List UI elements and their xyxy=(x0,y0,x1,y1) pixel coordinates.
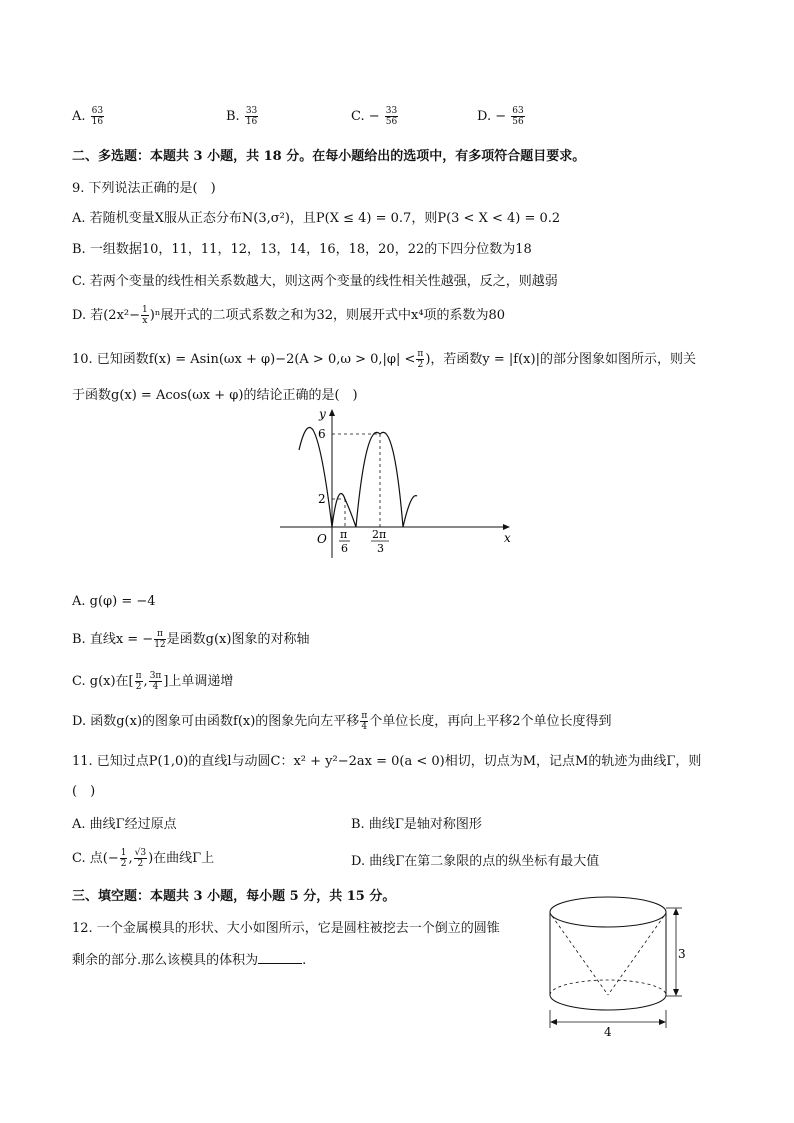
cylinder-bottom-back xyxy=(550,980,666,995)
q12-stem-line1: 12. 一个金属模具的形状、大小如图所示，它是圆柱被挖去一个倒立的圆锥 xyxy=(72,921,500,936)
x-tick-3: 3 xyxy=(377,542,384,555)
q9-stem: 9. 下列说法正确的是( ) xyxy=(72,181,216,196)
text: 个单位长度，再向上平移2个单位长度得到 xyxy=(369,714,612,729)
y-tick-2: 2 xyxy=(318,492,326,506)
fraction-numerator: √3 xyxy=(134,848,147,858)
q10-option-d[interactable] xyxy=(72,710,612,732)
q12-cylinder-figure xyxy=(540,888,690,1038)
fraction xyxy=(154,629,165,650)
text: B. 直线x = − xyxy=(72,632,154,647)
width-arrow-right xyxy=(659,1019,666,1025)
fraction-denominator: 2 xyxy=(137,859,144,869)
q9-option-a[interactable]: A. 若随机变量X服从正态分布N(3,σ²)，且P(X ≤ 4) = 0.7，则P(3 < X < 4) = 0.2 xyxy=(72,211,561,226)
q10-option-b[interactable] xyxy=(72,628,309,650)
text: 剩余的部分.那么该模具的体积为 xyxy=(72,953,259,968)
option-label: D. − xyxy=(477,109,507,124)
text: )ⁿ展开式的二项式系数之和为32，则展开式中x⁴项的系数为80 xyxy=(149,308,506,323)
origin-label: O xyxy=(317,532,327,546)
section-3-title: 三、填空题：本题共 3 小题，每小题 5 分，共 15 分。 xyxy=(72,889,396,904)
text: C. g(x)在[ xyxy=(72,674,134,689)
fraction-denominator: 56 xyxy=(385,117,398,127)
text: )在曲线Γ上 xyxy=(148,851,215,866)
abs-sine-curve xyxy=(299,428,417,528)
fraction xyxy=(385,106,398,127)
q8-option-d[interactable] xyxy=(477,106,526,127)
q10-graph xyxy=(270,400,520,565)
fraction-denominator: 2 xyxy=(120,859,127,869)
cone-left-edge xyxy=(552,916,608,995)
text: )，若函数y = |f(x)|的部分图象如图所示，则关 xyxy=(425,352,696,367)
text: , xyxy=(128,851,133,866)
width-arrow-left xyxy=(550,1019,557,1025)
text: 10. 已知函数f(x) = Asin(ωx + φ)−2(A > 0,ω > 0,|φ| < xyxy=(72,352,416,367)
fraction-denominator: 2 xyxy=(135,682,142,692)
fraction-denominator: 16 xyxy=(91,117,104,127)
fraction-denominator: 4 xyxy=(361,722,368,732)
fraction xyxy=(511,106,524,127)
text: C. 点(− xyxy=(72,851,119,866)
fraction-numerator: 33 xyxy=(245,106,258,116)
x-tick-2pi: 2π xyxy=(372,528,387,541)
height-arrow-bottom xyxy=(673,989,679,996)
fraction-numerator: π xyxy=(361,711,368,721)
x-tick-pi: π xyxy=(340,528,348,541)
fraction xyxy=(360,711,368,732)
option-label: A. xyxy=(72,109,86,124)
fraction-denominator: 4 xyxy=(152,682,159,692)
x-tick-6: 6 xyxy=(341,542,348,555)
option-label: C. − xyxy=(351,109,380,124)
fraction-numerator: π xyxy=(135,671,142,681)
q9-option-b[interactable]: B. 一组数据10，11，11，12，13，14，16，18，20，22的下四分位数为18 xyxy=(72,242,532,257)
x-axis-label: x xyxy=(504,531,511,545)
q11-option-b[interactable]: B. 曲线Γ是轴对称图形 xyxy=(351,817,482,832)
cylinder-top xyxy=(550,897,666,927)
fraction-numerator: π xyxy=(417,349,424,359)
fraction-numerator: 3π xyxy=(149,671,162,681)
text: ]上单调递增 xyxy=(163,674,234,689)
cone-right-edge xyxy=(608,916,664,995)
fraction xyxy=(149,671,163,692)
q10-stem-line2: 于函数g(x) = Acos(ωx + φ)的结论正确的是( ) xyxy=(72,388,358,403)
width-label: 4 xyxy=(604,1025,612,1038)
text: . xyxy=(302,953,307,968)
q11-option-a[interactable]: A. 曲线Γ经过原点 xyxy=(72,817,177,832)
fraction-denominator: 12 xyxy=(154,640,166,650)
section-2-title: 二、多选题：本题共 3 小题，共 18 分。在每小题给出的选项中，有多项符合题目要求。 xyxy=(72,149,586,164)
fraction xyxy=(135,671,143,692)
fraction-numerator: 33 xyxy=(385,106,398,116)
q8-option-b[interactable] xyxy=(226,106,259,127)
text: D. 若(2x²− xyxy=(72,308,141,323)
q9-option-d[interactable] xyxy=(72,304,505,326)
fraction xyxy=(134,848,147,869)
cylinder-bottom-front xyxy=(550,995,666,1010)
answer-blank[interactable] xyxy=(258,951,302,964)
y-axis-label: y xyxy=(319,407,326,421)
option-label: B. xyxy=(226,109,240,124)
text: , xyxy=(143,674,148,689)
q10-option-c[interactable] xyxy=(72,670,233,692)
q12-stem-line2 xyxy=(72,949,306,968)
fraction-denominator: 16 xyxy=(245,117,258,127)
q11-stem-line2: ( ) xyxy=(72,784,96,799)
y-axis-arrow xyxy=(329,409,335,416)
q9-option-c[interactable]: C. 若两个变量的线性相关系数越大，则这两个变量的线性相关性越强，反之，则越弱 xyxy=(72,274,558,289)
fraction xyxy=(416,349,424,370)
q11-option-c[interactable] xyxy=(72,847,214,869)
text: D. 函数g(x)的图象可由函数f(x)的图象先向左平移 xyxy=(72,714,360,729)
fraction-numerator: 1 xyxy=(142,305,148,315)
height-arrow-top xyxy=(673,908,679,915)
fraction xyxy=(141,305,149,326)
fraction xyxy=(91,106,104,127)
x-axis-arrow xyxy=(503,524,510,530)
q11-option-d[interactable]: D. 曲线Γ在第二象限的点的纵坐标有最大值 xyxy=(351,854,600,869)
q8-option-a[interactable] xyxy=(72,106,105,127)
fraction-numerator: π xyxy=(154,629,165,640)
q10-option-a[interactable]: A. g(φ) = −4 xyxy=(72,594,156,609)
fraction-denominator: 56 xyxy=(512,117,524,127)
fraction-numerator: 63 xyxy=(512,106,524,116)
q8-option-c[interactable] xyxy=(351,106,399,127)
fraction-denominator: x xyxy=(142,316,148,326)
text: 是函数g(x)图象的对称轴 xyxy=(166,632,310,647)
fraction-numerator: 1 xyxy=(120,848,127,858)
fraction xyxy=(120,848,128,869)
height-label: 3 xyxy=(678,947,686,961)
y-tick-6: 6 xyxy=(318,427,326,441)
q11-stem-line1: 11. 已知过点P(1,0)的直线l与动圆C：x² + y²−2ax = 0(a < 0)相切，切点为M，记点M的轨迹为曲线Γ，则 xyxy=(72,754,702,769)
q10-stem-line1 xyxy=(72,348,696,370)
fraction-numerator: 63 xyxy=(91,106,104,116)
fraction-denominator: 2 xyxy=(417,360,424,370)
fraction xyxy=(245,106,258,127)
